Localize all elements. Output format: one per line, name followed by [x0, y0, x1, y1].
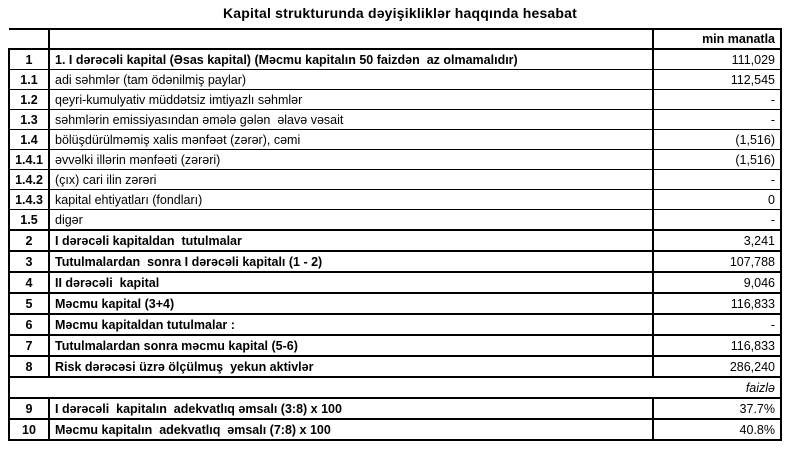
row-value-cell: 3,241	[653, 230, 781, 251]
row-value-cell: 9,046	[653, 272, 781, 293]
row-label-cell: kapital ehtiyatları (fondları)	[49, 190, 653, 210]
row-number-cell: 5	[9, 293, 49, 314]
table-row	[9, 70, 781, 90]
row-number-cell: 1.4.1	[9, 150, 49, 170]
row-number-cell: 10	[9, 419, 49, 440]
row-value-cell: (1,516)	[653, 130, 781, 150]
row-value-cell: 286,240	[653, 356, 781, 377]
row-value-cell: -	[653, 210, 781, 231]
row-value-cell: 111,029	[653, 49, 781, 70]
table-row	[9, 314, 781, 335]
row-label-cell: Məcmu kapitaldan tutulmalar :	[49, 314, 653, 335]
row-value-cell: 0	[653, 190, 781, 210]
row-value-cell: 116,833	[653, 335, 781, 356]
row-number-cell: 1.5	[9, 210, 49, 231]
row-value-cell: -	[653, 90, 781, 110]
header-unit-cell: min manatla	[653, 29, 781, 49]
row-number-cell: 4	[9, 272, 49, 293]
row-number-cell: 1.4.3	[9, 190, 49, 210]
row-number-cell: 9	[9, 398, 49, 419]
row-label-cell: Məcmu kapital (3+4)	[49, 293, 653, 314]
row-label-cell: digər	[49, 210, 653, 231]
table-row	[9, 251, 781, 272]
row-label-cell: 1. I dərəcəli kapital (Əsas kapital) (Məcmu kapitalın 50 faizdən az olmamalıdır)	[49, 49, 653, 70]
table-row	[9, 335, 781, 356]
table-row	[9, 230, 781, 251]
row-number-cell: 1.2	[9, 90, 49, 110]
row-value-cell: 40.8%	[653, 419, 781, 440]
row-label-cell: (çıx) cari ilin zərəri	[49, 170, 653, 190]
table-header-row	[9, 29, 781, 49]
row-value-cell: -	[653, 314, 781, 335]
table-row	[9, 90, 781, 110]
table-row	[9, 130, 781, 150]
row-label-cell: I dərəcəli kapitalın adekvatlıq əmsalı (3:8) x 100	[49, 398, 653, 419]
row-value-cell: -	[653, 170, 781, 190]
row-value-cell: 107,788	[653, 251, 781, 272]
row-label-cell: Tutulmalardan sonra I dərəcəli kapitalı (1 - 2)	[49, 251, 653, 272]
row-value-cell: -	[653, 110, 781, 130]
row-number-cell: 1	[9, 49, 49, 70]
row-label-cell: Tutulmalardan sonra məcmu kapital (5-6)	[49, 335, 653, 356]
unit-note-cell: faizlə	[9, 377, 781, 398]
row-number-cell: 2	[9, 230, 49, 251]
row-number-cell: 1.4	[9, 130, 49, 150]
row-label-cell: adi səhmlər (tam ödənilmiş paylar)	[49, 70, 653, 90]
row-label-cell: II dərəcəli kapital	[49, 272, 653, 293]
table-row	[9, 272, 781, 293]
row-number-cell: 1.4.2	[9, 170, 49, 190]
report-title: Kapital strukturunda dəyişikliklər haqqında hesabat	[222, 5, 578, 21]
row-number-cell: 1.1	[9, 70, 49, 90]
header-empty-cell	[49, 29, 653, 49]
row-label-cell: Risk dərəcəsi üzrə ölçülmuş yekun aktivlər	[49, 356, 653, 377]
row-number-cell: 6	[9, 314, 49, 335]
table-row	[9, 210, 781, 231]
table-row	[9, 398, 781, 419]
row-number-cell: 8	[9, 356, 49, 377]
row-label-cell: bölüşdürülməmiş xalis mənfəət (zərər), cəmi	[49, 130, 653, 150]
table-row	[9, 150, 781, 170]
table-row	[9, 356, 781, 377]
row-label-cell: I dərəcəli kapitaldan tutulmalar	[49, 230, 653, 251]
unit-note-row	[9, 377, 781, 398]
row-label-cell: səhmlərin emissiyasından əmələ gələn əlavə vəsait	[49, 110, 653, 130]
table-row	[9, 293, 781, 314]
row-label-cell: əvvəlki illərin mənfəəti (zərəri)	[49, 150, 653, 170]
row-value-cell: (1,516)	[653, 150, 781, 170]
row-label-cell: Məcmu kapitalın adekvatlıq əmsalı (7:8) x 100	[49, 419, 653, 440]
row-number-cell: 1.3	[9, 110, 49, 130]
table-row	[9, 170, 781, 190]
row-label-cell: qeyri-kumulyativ müddətsiz imtiyazlı səhmlər	[49, 90, 653, 110]
row-value-cell: 37.7%	[653, 398, 781, 419]
capital-structure-table	[8, 28, 782, 441]
row-value-cell: 112,545	[653, 70, 781, 90]
table-row	[9, 419, 781, 440]
row-number-cell: 3	[9, 251, 49, 272]
table-row	[9, 110, 781, 130]
row-value-cell: 116,833	[653, 293, 781, 314]
header-ghost-cell	[9, 29, 49, 49]
table-row	[9, 190, 781, 210]
row-number-cell: 7	[9, 335, 49, 356]
table-row	[9, 49, 781, 70]
